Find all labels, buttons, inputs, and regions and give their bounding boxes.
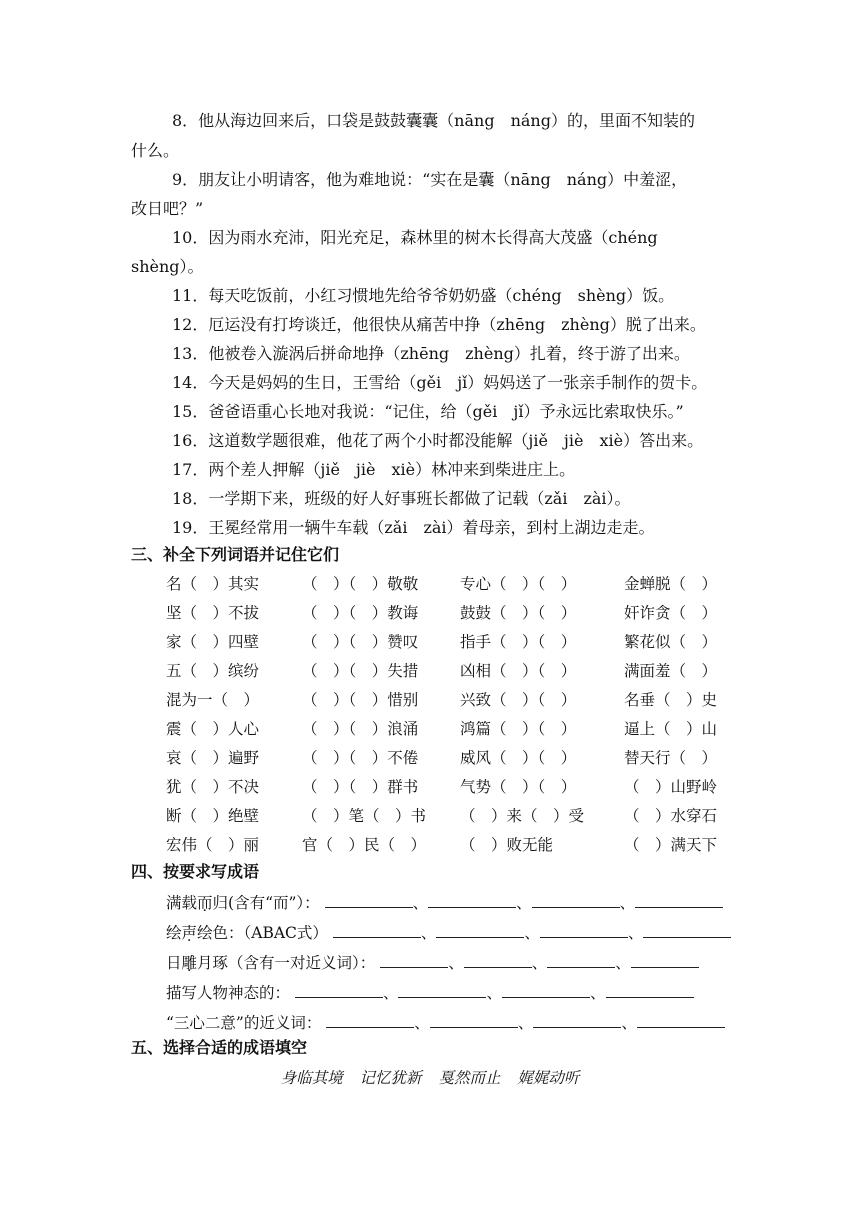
- idiom-cell[interactable]: 繁花似（ ）: [624, 633, 718, 651]
- answer-blank[interactable]: [295, 983, 383, 998]
- idiom-cell[interactable]: （ ）（ ）敬敬: [302, 575, 419, 593]
- answer-blank[interactable]: [428, 893, 516, 908]
- idiom-cell[interactable]: 宏伟（ ）丽: [166, 836, 260, 854]
- idiom-cell[interactable]: 鼓鼓（ ）（ ）: [460, 604, 577, 622]
- requirement-row-3: 日雕月琢（含有一对近义词）： 、 、 、: [166, 952, 699, 974]
- idiom-cell[interactable]: 专心（ ）（ ）: [460, 575, 577, 593]
- idiom-cell[interactable]: 官（ ）民（ ）: [302, 836, 427, 854]
- sentence-10-line1: 10．因为雨水充沛，阳光充足，森林里的树木长得高大茂盛（chéng: [172, 228, 658, 247]
- sentence-17: 17．两个差人押解（jiě jiè xiè）林冲来到柴进庄上。: [172, 460, 576, 479]
- idiom-cell[interactable]: 气势（ ）（ ）: [460, 778, 577, 796]
- requirement-3-label-post: 月琢（含有一对近义词）：: [197, 954, 376, 972]
- sentence-16: 16．这道数学题很难，他花了两个小时都没能解（jiě jiè xiè）答出来。: [172, 431, 704, 450]
- answer-blank[interactable]: [502, 983, 590, 998]
- requirement-row-5: “三心二意”的近义词： 、 、 、: [166, 1012, 725, 1034]
- answer-blank[interactable]: [540, 923, 628, 938]
- idiom-cell[interactable]: 哀（ ）遍野: [166, 749, 260, 767]
- sentence-11: 11．每天吃饭前，小红习惯地先给爷爷奶奶盛（chéng shèng）饭。: [172, 286, 675, 305]
- sentence-12: 12．厄运没有打垮谈迁，他很快从痛苦中挣（zhēng zhèng）脱了出来。: [172, 315, 706, 334]
- idiom-cell[interactable]: （ ）山野岭: [624, 778, 718, 796]
- idiom-cell[interactable]: 金蝉脱（ ）: [624, 575, 718, 593]
- sentence-8-line1: 8．他从海边回来后，口袋是鼓鼓囊囊（nāng náng）的，里面不知装的: [172, 111, 695, 130]
- idiom-choices: [0, 1066, 860, 1088]
- answer-blank[interactable]: [430, 1013, 518, 1028]
- requirement-3-label-pre: 日: [166, 954, 182, 972]
- requirement-3-dotted-char: 雕: [181, 954, 198, 972]
- requirement-2-label-post: 绘色：（ABAC式）: [197, 924, 328, 942]
- answer-blank[interactable]: [464, 953, 532, 968]
- idiom-cell[interactable]: （ ）水穿石: [624, 807, 718, 825]
- idiom-cell[interactable]: 替天行（ ）: [624, 749, 718, 767]
- idiom-cell[interactable]: （ ）来（ ）受: [460, 807, 585, 825]
- answer-blank[interactable]: [631, 953, 699, 968]
- sentence-9-line1: 9．朋友让小明请客，他为难地说：“实在是囊（nāng náng）中羞涩，: [172, 170, 688, 189]
- idiom-cell[interactable]: （ ）（ ）教诲: [302, 604, 419, 622]
- requirement-1-dotted-char: 而: [197, 894, 213, 912]
- sentence-19: 19．王冕经常用一辆牛车载（zǎi zài）着母亲，到村上湖边走走。: [172, 518, 655, 537]
- answer-blank[interactable]: [533, 1013, 621, 1028]
- requirement-4-label: 描写人物神态的：: [166, 984, 291, 1002]
- idiom-cell[interactable]: 名（ ）其实: [166, 575, 260, 593]
- idiom-cell[interactable]: 凶相（ ）（ ）: [460, 662, 577, 680]
- idiom-cell[interactable]: 兴致（ ）（ ）: [460, 691, 577, 709]
- idiom-cell[interactable]: 满面羞（ ）: [624, 662, 718, 680]
- answer-blank[interactable]: [532, 893, 620, 908]
- idiom-cell[interactable]: （ ）（ ）浪涌: [302, 720, 419, 738]
- idiom-cell[interactable]: （ ）败无能: [460, 836, 554, 854]
- idiom-cell[interactable]: （ ）笔（ ）书: [302, 807, 427, 825]
- sentence-13: 13．他被卷入漩涡后拼命地挣（zhēng zhèng）扎着，终于游了出来。: [172, 344, 690, 363]
- answer-blank[interactable]: [325, 893, 413, 908]
- idiom-cell[interactable]: 坚（ ）不拔: [166, 604, 260, 622]
- idiom-cell[interactable]: 断（ ）绝壁: [166, 807, 260, 825]
- idiom-cell[interactable]: （ ）（ ）失措: [302, 662, 419, 680]
- answer-blank[interactable]: [398, 983, 486, 998]
- section-5-title: 五、选择合适的成语填空: [131, 1038, 308, 1057]
- idiom-cell[interactable]: 威风（ ）（ ）: [460, 749, 577, 767]
- answer-blank[interactable]: [637, 1013, 725, 1028]
- idiom-cell[interactable]: 奸诈贪（ ）: [624, 604, 718, 622]
- section-4-title: 四、按要求写成语: [131, 862, 260, 881]
- answer-blank[interactable]: [606, 983, 694, 998]
- requirement-2-dotted-char: 声: [181, 924, 198, 942]
- sentence-18: 18．一学期下来，班级的好人好事班长都做了记载（zǎi zài）。: [172, 489, 631, 508]
- idiom-cell[interactable]: （ ）（ ）不倦: [302, 749, 419, 767]
- sentence-10-line2: shèng）。: [131, 257, 204, 276]
- idiom-cell[interactable]: 名垂（ ）史: [624, 691, 718, 709]
- requirement-5-label: “三心二意”的近义词：: [166, 1014, 322, 1032]
- sentence-14: 14．今天是妈妈的生日，王雪给（gěi jǐ）妈妈送了一张亲手制作的贺卡。: [172, 373, 708, 392]
- answer-blank[interactable]: [326, 1013, 414, 1028]
- answer-blank[interactable]: [643, 923, 731, 938]
- idiom-cell[interactable]: 逼上（ ）山: [624, 720, 718, 738]
- answer-blank[interactable]: [380, 953, 448, 968]
- idiom-cell[interactable]: 鸿篇（ ）（ ）: [460, 720, 577, 738]
- idiom-cell[interactable]: 犹（ ）不决: [166, 778, 260, 796]
- answer-blank[interactable]: [635, 893, 723, 908]
- sentence-8-line2: 什么。: [131, 141, 180, 160]
- idiom-cell[interactable]: （ ）（ ）群书: [302, 778, 419, 796]
- idiom-cell[interactable]: 混为一（ ）: [166, 691, 260, 709]
- answer-blank[interactable]: [436, 923, 524, 938]
- requirement-2-label-pre: 绘: [166, 924, 182, 942]
- idiom-choice: 戛然而止: [438, 1069, 501, 1087]
- requirement-row-4: 描写人物神态的： 、 、 、: [166, 982, 694, 1004]
- idiom-choice: 身临其境: [280, 1069, 343, 1087]
- requirement-1-label-post: 归(含有“而”）：: [212, 894, 320, 912]
- idiom-cell[interactable]: （ ）满天下: [624, 836, 718, 854]
- idiom-cell[interactable]: 家（ ）四壁: [166, 633, 260, 651]
- requirement-row-1: 满载而归(含有“而”）： 、 、 、: [166, 892, 723, 914]
- idiom-choice: 娓娓动听: [517, 1069, 580, 1087]
- answer-blank[interactable]: [547, 953, 615, 968]
- answer-blank[interactable]: [333, 923, 421, 938]
- idiom-choice: 记忆犹新: [359, 1069, 422, 1087]
- idiom-cell[interactable]: 五（ ）缤纷: [166, 662, 260, 680]
- idiom-cell[interactable]: 指手（ ）（ ）: [460, 633, 577, 651]
- sentence-9-line2: 改日吧？”: [131, 199, 204, 218]
- requirement-row-2: 绘声绘色：（ABAC式） 、 、 、: [166, 922, 731, 944]
- idiom-cell[interactable]: （ ）（ ）赞叹: [302, 633, 419, 651]
- idiom-cell[interactable]: 震（ ）人心: [166, 720, 260, 738]
- idiom-cell[interactable]: （ ）（ ）惜别: [302, 691, 419, 709]
- requirement-1-label-pre: 满载: [166, 894, 198, 912]
- section-3-title: 三、补全下列词语并记住它们: [131, 545, 340, 564]
- sentence-15: 15．爸爸语重心长地对我说：“记住，给（gěi jǐ）予永远比索取快乐。”: [172, 402, 684, 421]
